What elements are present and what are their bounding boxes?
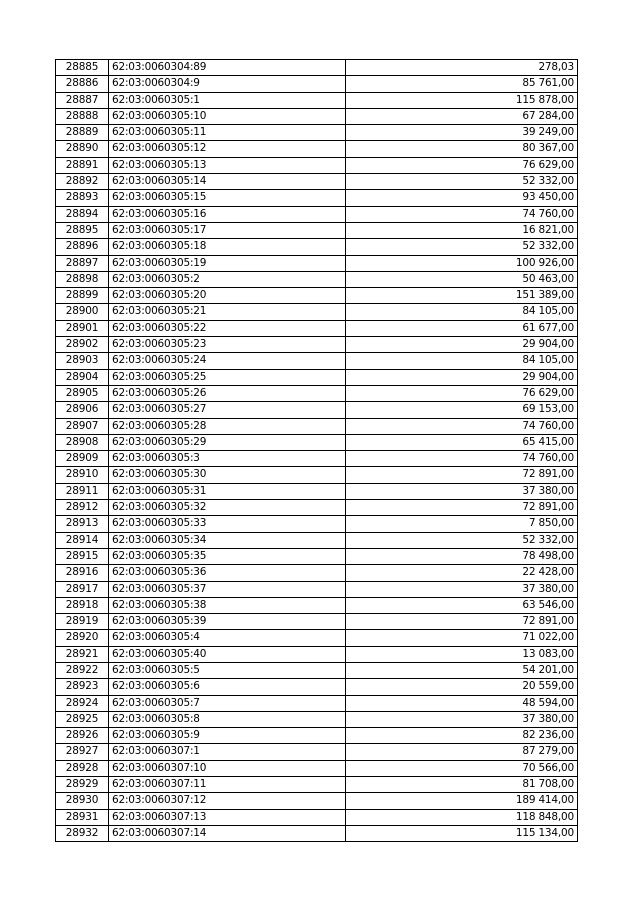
cadastral-number-cell: 62:03:0060305:30: [109, 467, 346, 483]
cadastral-value-cell: 115 134,00: [346, 825, 578, 841]
row-number-cell: 28912: [56, 500, 109, 516]
cadastral-value-cell: 85 761,00: [346, 76, 578, 92]
table-row: [56, 125, 578, 141]
cadastral-number-cell: 62:03:0060305:1: [109, 92, 346, 108]
cadastral-value-cell: 84 105,00: [346, 304, 578, 320]
table-row: [56, 320, 578, 336]
row-number-cell: 28903: [56, 353, 109, 369]
cadastral-value-cell: 52 332,00: [346, 174, 578, 190]
cadastral-value-cell: 52 332,00: [346, 532, 578, 548]
table-row: [56, 516, 578, 532]
cadastral-number-cell: 62:03:0060305:19: [109, 255, 346, 271]
cadastral-number-cell: 62:03:0060307:11: [109, 777, 346, 793]
row-number-cell: 28923: [56, 679, 109, 695]
cadastral-value-cell: 37 380,00: [346, 581, 578, 597]
cadastral-value-cell: 100 926,00: [346, 255, 578, 271]
row-number-cell: 28910: [56, 467, 109, 483]
table-row: [56, 483, 578, 499]
cadastral-value-cell: 48 594,00: [346, 695, 578, 711]
table-row: [56, 679, 578, 695]
table-row: [56, 174, 578, 190]
cadastral-value-cell: 189 414,00: [346, 793, 578, 809]
cadastral-value-cell: 50 463,00: [346, 271, 578, 287]
cadastral-number-cell: 62:03:0060305:31: [109, 483, 346, 499]
table-row: [56, 385, 578, 401]
cadastral-number-cell: 62:03:0060305:34: [109, 532, 346, 548]
row-number-cell: 28930: [56, 793, 109, 809]
cadastral-number-cell: 62:03:0060305:35: [109, 548, 346, 564]
table-row: [56, 76, 578, 92]
cadastral-number-cell: 62:03:0060305:21: [109, 304, 346, 320]
table-row: [56, 108, 578, 124]
table-row: [56, 271, 578, 287]
table-row: [56, 744, 578, 760]
cadastral-number-cell: 62:03:0060305:14: [109, 174, 346, 190]
cadastral-value-cell: 72 891,00: [346, 467, 578, 483]
row-number-cell: 28888: [56, 108, 109, 124]
cadastral-value-cell: 118 848,00: [346, 809, 578, 825]
row-number-cell: 28885: [56, 60, 109, 76]
row-number-cell: 28892: [56, 174, 109, 190]
cadastral-number-cell: 62:03:0060305:26: [109, 385, 346, 401]
table-row: [56, 304, 578, 320]
cadastral-number-cell: 62:03:0060305:16: [109, 206, 346, 222]
row-number-cell: 28918: [56, 597, 109, 613]
cadastral-number-cell: 62:03:0060305:6: [109, 679, 346, 695]
row-number-cell: 28909: [56, 451, 109, 467]
table-row: [56, 92, 578, 108]
cadastral-value-cell: 81 708,00: [346, 777, 578, 793]
cadastral-number-cell: 62:03:0060305:11: [109, 125, 346, 141]
table-row: [56, 695, 578, 711]
row-number-cell: 28907: [56, 418, 109, 434]
row-number-cell: 28890: [56, 141, 109, 157]
cadastral-number-cell: 62:03:0060307:10: [109, 760, 346, 776]
cadastral-number-cell: 62:03:0060305:3: [109, 451, 346, 467]
cadastral-value-cell: 87 279,00: [346, 744, 578, 760]
cadastral-number-cell: 62:03:0060305:25: [109, 369, 346, 385]
cadastral-value-cell: 151 389,00: [346, 288, 578, 304]
row-number-cell: 28908: [56, 434, 109, 450]
cadastral-number-cell: 62:03:0060305:32: [109, 500, 346, 516]
table-row: [56, 467, 578, 483]
table-row: [56, 337, 578, 353]
cadastral-number-cell: 62:03:0060305:24: [109, 353, 346, 369]
cadastral-value-cell: 115 878,00: [346, 92, 578, 108]
row-number-cell: 28893: [56, 190, 109, 206]
row-number-cell: 28932: [56, 825, 109, 841]
table-row: [56, 206, 578, 222]
cadastral-value-cell: 22 428,00: [346, 565, 578, 581]
table-body: [56, 60, 578, 842]
table-row: [56, 402, 578, 418]
row-number-cell: 28928: [56, 760, 109, 776]
table-row: [56, 662, 578, 678]
row-number-cell: 28924: [56, 695, 109, 711]
cadastral-value-cell: 84 105,00: [346, 353, 578, 369]
row-number-cell: 28889: [56, 125, 109, 141]
table-row: [56, 630, 578, 646]
cadastral-value-cell: 71 022,00: [346, 630, 578, 646]
cadastral-value-table: [55, 59, 578, 842]
cadastral-number-cell: 62:03:0060305:18: [109, 239, 346, 255]
cadastral-number-cell: 62:03:0060305:4: [109, 630, 346, 646]
table-row: [56, 239, 578, 255]
table-row: [56, 288, 578, 304]
cadastral-value-cell: 54 201,00: [346, 662, 578, 678]
row-number-cell: 28914: [56, 532, 109, 548]
cadastral-value-cell: 37 380,00: [346, 483, 578, 499]
cadastral-number-cell: 62:03:0060305:9: [109, 728, 346, 744]
cadastral-value-cell: 29 904,00: [346, 369, 578, 385]
cadastral-number-cell: 62:03:0060305:7: [109, 695, 346, 711]
cadastral-number-cell: 62:03:0060305:13: [109, 157, 346, 173]
row-number-cell: 28911: [56, 483, 109, 499]
table-row: [56, 255, 578, 271]
table-row: [56, 451, 578, 467]
table-row: [56, 793, 578, 809]
cadastral-number-cell: 62:03:0060307:12: [109, 793, 346, 809]
row-number-cell: 28915: [56, 548, 109, 564]
cadastral-number-cell: 62:03:0060305:36: [109, 565, 346, 581]
row-number-cell: 28894: [56, 206, 109, 222]
cadastral-value-cell: 93 450,00: [346, 190, 578, 206]
cadastral-value-cell: 278,03: [346, 60, 578, 76]
row-number-cell: 28901: [56, 320, 109, 336]
cadastral-number-cell: 62:03:0060305:23: [109, 337, 346, 353]
cadastral-number-cell: 62:03:0060305:40: [109, 646, 346, 662]
table-row: [56, 760, 578, 776]
cadastral-value-cell: 80 367,00: [346, 141, 578, 157]
table-row: [56, 141, 578, 157]
row-number-cell: 28900: [56, 304, 109, 320]
table-row: [56, 614, 578, 630]
cadastral-value-cell: 39 249,00: [346, 125, 578, 141]
row-number-cell: 28926: [56, 728, 109, 744]
row-number-cell: 28895: [56, 222, 109, 238]
row-number-cell: 28913: [56, 516, 109, 532]
row-number-cell: 28899: [56, 288, 109, 304]
row-number-cell: 28906: [56, 402, 109, 418]
cadastral-value-cell: 74 760,00: [346, 451, 578, 467]
row-number-cell: 28904: [56, 369, 109, 385]
row-number-cell: 28916: [56, 565, 109, 581]
cadastral-number-cell: 62:03:0060305:37: [109, 581, 346, 597]
table-row: [56, 565, 578, 581]
cadastral-number-cell: 62:03:0060307:14: [109, 825, 346, 841]
row-number-cell: 28898: [56, 271, 109, 287]
table-row: [56, 190, 578, 206]
cadastral-number-cell: 62:03:0060305:8: [109, 711, 346, 727]
row-number-cell: 28887: [56, 92, 109, 108]
cadastral-number-cell: 62:03:0060305:20: [109, 288, 346, 304]
table-row: [56, 728, 578, 744]
table-row: [56, 581, 578, 597]
row-number-cell: 28920: [56, 630, 109, 646]
table-row: [56, 500, 578, 516]
cadastral-value-cell: 74 760,00: [346, 206, 578, 222]
cadastral-number-cell: 62:03:0060305:12: [109, 141, 346, 157]
cadastral-value-cell: 52 332,00: [346, 239, 578, 255]
cadastral-number-cell: 62:03:0060305:27: [109, 402, 346, 418]
row-number-cell: 28897: [56, 255, 109, 271]
table-row: [56, 532, 578, 548]
row-number-cell: 28929: [56, 777, 109, 793]
cadastral-value-cell: 7 850,00: [346, 516, 578, 532]
table-row: [56, 646, 578, 662]
row-number-cell: 28919: [56, 614, 109, 630]
cadastral-value-cell: 69 153,00: [346, 402, 578, 418]
cadastral-value-cell: 29 904,00: [346, 337, 578, 353]
row-number-cell: 28902: [56, 337, 109, 353]
row-number-cell: 28905: [56, 385, 109, 401]
row-number-cell: 28886: [56, 76, 109, 92]
cadastral-value-cell: 74 760,00: [346, 418, 578, 434]
cadastral-value-cell: 67 284,00: [346, 108, 578, 124]
cadastral-value-cell: 82 236,00: [346, 728, 578, 744]
table-row: [56, 369, 578, 385]
row-number-cell: 28891: [56, 157, 109, 173]
cadastral-value-cell: 13 083,00: [346, 646, 578, 662]
cadastral-number-cell: 62:03:0060305:15: [109, 190, 346, 206]
cadastral-value-cell: 37 380,00: [346, 711, 578, 727]
row-number-cell: 28921: [56, 646, 109, 662]
cadastral-number-cell: 62:03:0060307:13: [109, 809, 346, 825]
table-row: [56, 353, 578, 369]
cadastral-number-cell: 62:03:0060305:10: [109, 108, 346, 124]
table-row: [56, 809, 578, 825]
cadastral-number-cell: 62:03:0060304:9: [109, 76, 346, 92]
table-row: [56, 777, 578, 793]
cadastral-number-cell: 62:03:0060305:5: [109, 662, 346, 678]
row-number-cell: 28931: [56, 809, 109, 825]
cadastral-number-cell: 62:03:0060307:1: [109, 744, 346, 760]
cadastral-value-cell: 72 891,00: [346, 500, 578, 516]
cadastral-number-cell: 62:03:0060305:39: [109, 614, 346, 630]
cadastral-number-cell: 62:03:0060304:89: [109, 60, 346, 76]
cadastral-value-cell: 20 559,00: [346, 679, 578, 695]
row-number-cell: 28927: [56, 744, 109, 760]
table-row: [56, 825, 578, 841]
cadastral-value-cell: 78 498,00: [346, 548, 578, 564]
cadastral-value-cell: 61 677,00: [346, 320, 578, 336]
row-number-cell: 28922: [56, 662, 109, 678]
table-row: [56, 418, 578, 434]
cadastral-value-cell: 76 629,00: [346, 385, 578, 401]
table-row: [56, 711, 578, 727]
cadastral-value-cell: 16 821,00: [346, 222, 578, 238]
table-row: [56, 222, 578, 238]
cadastral-number-cell: 62:03:0060305:33: [109, 516, 346, 532]
cadastral-number-cell: 62:03:0060305:22: [109, 320, 346, 336]
cadastral-value-cell: 70 566,00: [346, 760, 578, 776]
cadastral-number-cell: 62:03:0060305:2: [109, 271, 346, 287]
cadastral-number-cell: 62:03:0060305:38: [109, 597, 346, 613]
cadastral-value-cell: 76 629,00: [346, 157, 578, 173]
cadastral-number-cell: 62:03:0060305:29: [109, 434, 346, 450]
cadastral-value-cell: 63 546,00: [346, 597, 578, 613]
cadastral-value-cell: 72 891,00: [346, 614, 578, 630]
cadastral-number-cell: 62:03:0060305:17: [109, 222, 346, 238]
cadastral-value-cell: 65 415,00: [346, 434, 578, 450]
row-number-cell: 28925: [56, 711, 109, 727]
table-row: [56, 60, 578, 76]
row-number-cell: 28917: [56, 581, 109, 597]
table-row: [56, 548, 578, 564]
cadastral-number-cell: 62:03:0060305:28: [109, 418, 346, 434]
row-number-cell: 28896: [56, 239, 109, 255]
table-row: [56, 157, 578, 173]
table-row: [56, 434, 578, 450]
table-row: [56, 597, 578, 613]
